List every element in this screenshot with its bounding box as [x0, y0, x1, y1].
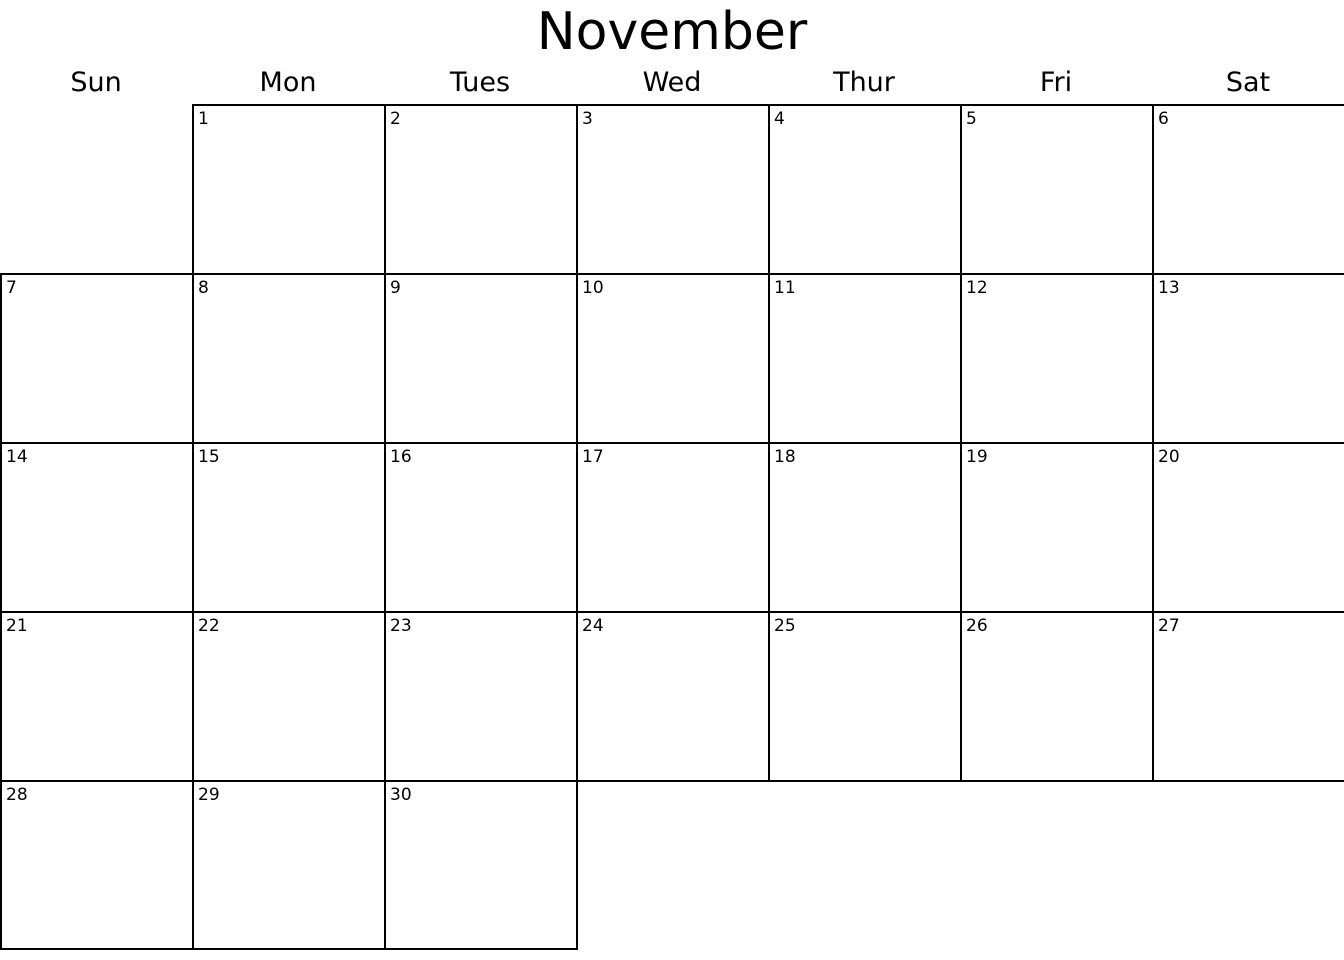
day-cell-empty	[577, 781, 769, 949]
day-number: 29	[198, 785, 220, 805]
day-number: 30	[390, 785, 412, 805]
day-number: 13	[1158, 278, 1180, 298]
day-number: 4	[774, 109, 785, 129]
day-number: 7	[6, 278, 17, 298]
day-number: 25	[774, 616, 796, 636]
day-number: 27	[1158, 616, 1180, 636]
day-number: 12	[966, 278, 988, 298]
day-cell[interactable]	[385, 781, 577, 949]
day-number: 8	[198, 278, 209, 298]
day-number: 11	[774, 278, 796, 298]
day-cell-empty	[769, 781, 961, 949]
day-cell[interactable]	[1153, 612, 1344, 781]
calendar-week-row	[1, 781, 1344, 949]
day-cell[interactable]	[1153, 443, 1344, 612]
day-cell[interactable]	[577, 443, 769, 612]
day-number: 18	[774, 447, 796, 467]
day-cell[interactable]	[385, 274, 577, 443]
page-title: November	[536, 2, 808, 62]
weekday-header-row	[0, 62, 1344, 104]
day-cell[interactable]	[193, 105, 385, 274]
day-cell[interactable]	[961, 443, 1153, 612]
day-number: 20	[1158, 447, 1180, 467]
weekday-label-mon: Mon	[259, 67, 317, 98]
weekday-label-fri: Fri	[1039, 67, 1073, 98]
day-number: 9	[390, 278, 401, 298]
day-cell[interactable]	[385, 612, 577, 781]
day-cell[interactable]	[193, 274, 385, 443]
day-number: 3	[582, 109, 593, 129]
day-cell[interactable]	[1, 274, 193, 443]
day-number: 17	[582, 447, 604, 467]
day-cell[interactable]	[577, 612, 769, 781]
weekday-label-wed: Wed	[642, 67, 702, 98]
day-cell-empty	[961, 781, 1153, 949]
day-number: 6	[1158, 109, 1169, 129]
day-cell[interactable]	[1153, 105, 1344, 274]
day-number: 10	[582, 278, 604, 298]
day-cell[interactable]	[1, 612, 193, 781]
day-number: 2	[390, 109, 401, 129]
day-number: 15	[198, 447, 220, 467]
day-cell[interactable]	[769, 274, 961, 443]
day-cell[interactable]	[961, 105, 1153, 274]
day-cell[interactable]	[577, 274, 769, 443]
day-cell-empty	[1, 105, 193, 274]
day-number: 14	[6, 447, 28, 467]
weekday-label-thur: Thur	[833, 67, 895, 98]
day-number: 26	[966, 616, 988, 636]
day-cell[interactable]	[193, 781, 385, 949]
day-cell[interactable]	[769, 612, 961, 781]
day-cell[interactable]	[1153, 274, 1344, 443]
day-cell-empty	[1153, 781, 1344, 949]
weekday-label-tues: Tues	[449, 67, 511, 98]
day-number: 22	[198, 616, 220, 636]
day-number: 23	[390, 616, 412, 636]
day-cell[interactable]	[961, 612, 1153, 781]
day-cell[interactable]	[385, 105, 577, 274]
day-number: 1	[198, 109, 209, 129]
weekday-label-sat: Sat	[1225, 67, 1271, 98]
day-cell[interactable]	[1, 781, 193, 949]
calendar-week-row	[1, 612, 1344, 781]
day-cell[interactable]	[385, 443, 577, 612]
day-cell[interactable]	[961, 274, 1153, 443]
day-number: 28	[6, 785, 28, 805]
day-cell[interactable]	[769, 105, 961, 274]
day-cell[interactable]	[193, 443, 385, 612]
day-number: 19	[966, 447, 988, 467]
calendar-grid	[0, 104, 1344, 950]
calendar-week-row	[1, 274, 1344, 443]
day-cell[interactable]	[769, 443, 961, 612]
day-number: 21	[6, 616, 28, 636]
day-cell[interactable]	[193, 612, 385, 781]
day-number: 24	[582, 616, 604, 636]
day-number: 5	[966, 109, 977, 129]
weekday-label-sun: Sun	[70, 67, 122, 98]
calendar-week-row	[1, 105, 1344, 274]
calendar-week-row	[1, 443, 1344, 612]
day-cell[interactable]	[577, 105, 769, 274]
day-cell[interactable]	[1, 443, 193, 612]
day-number: 16	[390, 447, 412, 467]
